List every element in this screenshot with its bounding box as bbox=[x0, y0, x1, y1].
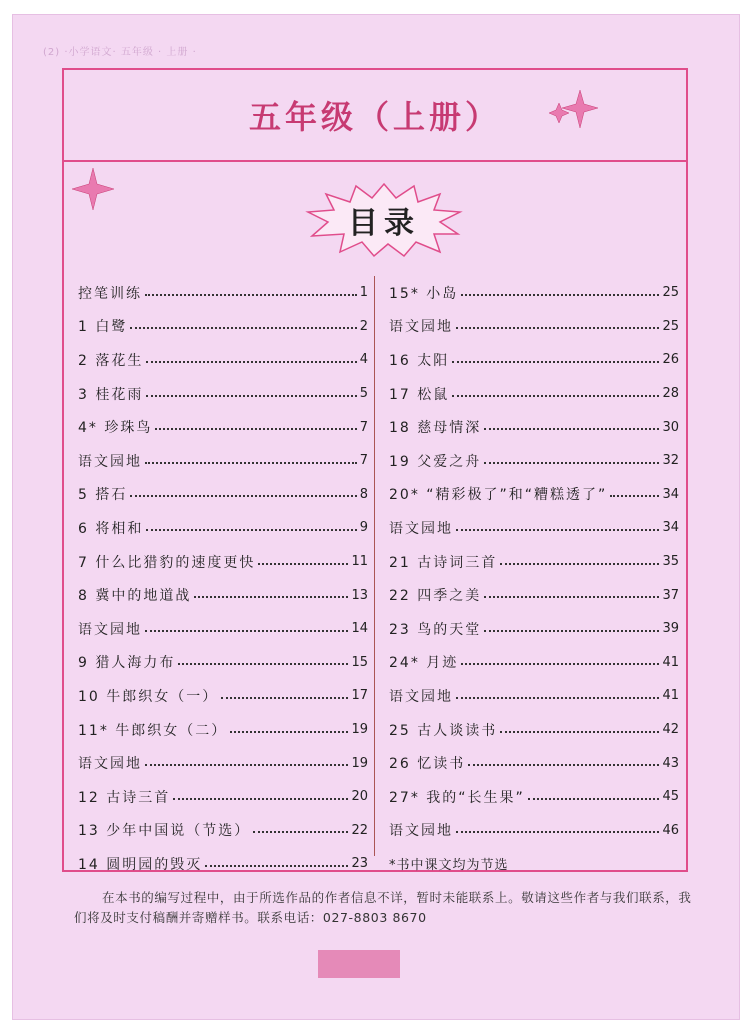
toc-entry-title: 1 白鹭 bbox=[78, 319, 128, 336]
toc-entry bbox=[78, 511, 368, 545]
toc-entry bbox=[78, 646, 368, 680]
dot-leader bbox=[484, 462, 659, 464]
toc-entry-page: 20 bbox=[351, 789, 368, 805]
toc-entry bbox=[389, 276, 679, 310]
dot-leader bbox=[221, 697, 348, 699]
page-title: 五年级（上册） bbox=[248, 98, 501, 136]
dot-leader bbox=[484, 596, 659, 598]
toc-entry-page: 14 bbox=[351, 621, 368, 637]
toc-entry-page: 28 bbox=[662, 386, 679, 402]
toc-entry bbox=[78, 746, 368, 780]
toc-entry-page: 25 bbox=[662, 285, 679, 301]
toc-entry-page: 17 bbox=[351, 688, 368, 704]
toc-entry-page: 7 bbox=[359, 419, 368, 435]
toc-entry bbox=[78, 612, 368, 646]
toc-entry-title: 21 古诗词三首 bbox=[389, 554, 498, 571]
toc-entry bbox=[78, 478, 368, 512]
toc-entry bbox=[78, 377, 368, 411]
dot-leader bbox=[468, 764, 659, 766]
dot-leader bbox=[528, 798, 660, 800]
toc-entry-title: 17 松鼠 bbox=[389, 386, 450, 403]
toc-entry bbox=[389, 646, 679, 680]
dot-leader bbox=[456, 529, 659, 531]
toc-entry-title: 24* 月迹 bbox=[389, 655, 459, 672]
toc-entry-title: 6 将相和 bbox=[78, 520, 144, 537]
toc-entry-page: 42 bbox=[662, 722, 679, 738]
toc-heading: 目录 bbox=[348, 206, 420, 241]
toc-entry bbox=[78, 578, 368, 612]
toc-entry-title: 26 忆读书 bbox=[389, 756, 466, 773]
toc-entry-title: 语文园地 bbox=[78, 621, 142, 638]
title-band bbox=[64, 70, 686, 162]
toc-entry-title: 14 圆明园的毁灭 bbox=[78, 856, 203, 873]
toc-entry-title: 12 古诗三首 bbox=[78, 789, 171, 806]
toc-entry-page: 1 bbox=[359, 285, 368, 301]
toc-entry-page: 15 bbox=[351, 654, 368, 670]
toc-entry bbox=[389, 578, 679, 612]
toc-entry bbox=[78, 713, 368, 747]
toc-entry bbox=[389, 814, 679, 848]
toc-entry-title: 22 四季之美 bbox=[389, 588, 482, 605]
dot-leader bbox=[230, 731, 348, 733]
toc-entry-title: 18 慈母情深 bbox=[389, 420, 482, 437]
toc-entry bbox=[389, 713, 679, 747]
toc-entry bbox=[78, 814, 368, 848]
toc-entry-title: 语文园地 bbox=[389, 520, 453, 537]
dot-leader bbox=[484, 630, 659, 632]
toc-entry bbox=[389, 410, 679, 444]
toc-entry-page: 9 bbox=[359, 520, 368, 536]
dot-leader bbox=[146, 395, 356, 397]
toc-entry-title: 9 猎人海力布 bbox=[78, 655, 176, 672]
toc-entry-page: 22 bbox=[351, 822, 368, 838]
toc-entry bbox=[78, 276, 368, 310]
toc-footnote: *书中课文均为节选 bbox=[389, 858, 509, 874]
toc-entry-page: 37 bbox=[662, 587, 679, 603]
toc-entry-page: 43 bbox=[662, 755, 679, 771]
toc-entry bbox=[389, 377, 679, 411]
toc-entry bbox=[389, 478, 679, 512]
dot-leader bbox=[610, 495, 659, 497]
dot-leader bbox=[500, 731, 659, 733]
toc-entry bbox=[389, 310, 679, 344]
toc-entry bbox=[389, 746, 679, 780]
toc-entry bbox=[78, 410, 368, 444]
dot-leader bbox=[461, 663, 659, 665]
dot-leader bbox=[145, 294, 357, 296]
toc-entry-page: 41 bbox=[662, 654, 679, 670]
toc-entry-page: 30 bbox=[662, 419, 679, 435]
dot-leader bbox=[456, 831, 659, 833]
toc-entry-title: 23 鸟的天堂 bbox=[389, 621, 482, 638]
faint-running-header: (2) ·小学语文· 五年级 · 上册 · bbox=[43, 47, 197, 57]
toc-left-column bbox=[78, 276, 368, 881]
toc-entry-title: 语文园地 bbox=[389, 688, 453, 705]
dot-leader bbox=[461, 294, 659, 296]
dot-leader bbox=[452, 395, 659, 397]
toc-entry-title: 控笔训练 bbox=[78, 285, 142, 302]
dot-leader bbox=[145, 462, 357, 464]
toc-right-column bbox=[389, 276, 679, 881]
dot-leader bbox=[155, 428, 356, 430]
notice-text: 在本书的编写过程中，由于所选作品的作者信息不详，暂时未能联系上。敬请这些作者与我们联系，我们将及时支付稿酬并寄赠样书。联系电话：027-8803 8670 bbox=[74, 890, 692, 925]
toc-entry-page: 25 bbox=[662, 318, 679, 334]
page-tab bbox=[318, 950, 400, 978]
toc-entry-title: 11* 牛郎织女（二） bbox=[78, 722, 228, 739]
dot-leader bbox=[456, 697, 659, 699]
toc-entry-title: 2 落花生 bbox=[78, 352, 144, 369]
sparkle-icon bbox=[542, 88, 600, 132]
dot-leader bbox=[130, 495, 356, 497]
toc-entry-page: 7 bbox=[359, 453, 368, 469]
toc-entry-page: 2 bbox=[359, 318, 368, 334]
toc-entry bbox=[389, 679, 679, 713]
toc-entry bbox=[389, 780, 679, 814]
toc-entry-title: 7 什么比猎豹的速度更快 bbox=[78, 554, 256, 571]
toc-entry bbox=[78, 343, 368, 377]
toc-entry-title: 3 桂花雨 bbox=[78, 386, 144, 403]
dot-leader bbox=[145, 764, 348, 766]
toc-entry-title: 16 太阳 bbox=[389, 352, 450, 369]
toc-entry-title: 27* 我的“长生果” bbox=[389, 789, 525, 806]
toc-entry-page: 26 bbox=[662, 352, 679, 368]
toc-entry-page: 13 bbox=[351, 587, 368, 603]
toc-entry-title: 8 冀中的地道战 bbox=[78, 588, 192, 605]
toc-entry-page: 23 bbox=[351, 856, 368, 872]
toc-entry bbox=[78, 780, 368, 814]
dot-leader bbox=[456, 327, 659, 329]
dot-leader bbox=[253, 831, 348, 833]
toc-entry bbox=[389, 511, 679, 545]
dot-leader bbox=[500, 563, 659, 565]
dot-leader bbox=[178, 663, 348, 665]
dot-leader bbox=[173, 798, 348, 800]
toc-entry-title: 语文园地 bbox=[78, 756, 142, 773]
toc-entry bbox=[389, 545, 679, 579]
toc-entry-title: 语文园地 bbox=[389, 823, 453, 840]
toc-entry-page: 4 bbox=[359, 352, 368, 368]
dot-leader bbox=[146, 361, 356, 363]
toc-entry-title: 19 父爱之舟 bbox=[389, 453, 482, 470]
toc-entry-page: 5 bbox=[359, 386, 368, 402]
dot-leader bbox=[258, 563, 348, 565]
notice-paragraph bbox=[74, 888, 694, 928]
toc-entry-page: 41 bbox=[662, 688, 679, 704]
toc-entry-page: 8 bbox=[359, 486, 368, 502]
toc-entry-page: 45 bbox=[662, 789, 679, 805]
toc-entry-title: 语文园地 bbox=[389, 319, 453, 336]
toc-entry bbox=[78, 679, 368, 713]
toc-entry-page: 46 bbox=[662, 822, 679, 838]
toc-frame bbox=[62, 68, 688, 872]
toc-entry-title: 4* 珍珠鸟 bbox=[78, 420, 153, 437]
toc-entry bbox=[78, 545, 368, 579]
toc-entry bbox=[78, 847, 368, 881]
toc-entry-page: 34 bbox=[662, 520, 679, 536]
toc-entry-page: 19 bbox=[351, 722, 368, 738]
toc-entry-title: 5 搭石 bbox=[78, 487, 128, 504]
toc-entry-title: 25 古人谈读书 bbox=[389, 722, 498, 739]
dot-leader bbox=[205, 865, 348, 867]
dot-leader bbox=[146, 529, 356, 531]
toc-entry bbox=[78, 444, 368, 478]
toc-entry bbox=[389, 343, 679, 377]
dot-leader bbox=[145, 630, 348, 632]
toc-entry bbox=[78, 310, 368, 344]
toc-entry-title: 13 少年中国说（节选） bbox=[78, 823, 251, 840]
dot-leader bbox=[194, 596, 348, 598]
dot-leader bbox=[484, 428, 659, 430]
column-divider bbox=[374, 276, 375, 856]
toc-entry-title: 20* “精彩极了”和“糟糕透了” bbox=[389, 487, 608, 504]
dot-leader bbox=[130, 327, 356, 329]
toc-entry-page: 34 bbox=[662, 486, 679, 502]
toc-entry-title: 10 牛郎织女（一） bbox=[78, 688, 219, 705]
toc-entry bbox=[389, 444, 679, 478]
toc-entry-page: 32 bbox=[662, 453, 679, 469]
toc-entry-page: 39 bbox=[662, 621, 679, 637]
toc-entry-title: 15* 小岛 bbox=[389, 285, 459, 302]
toc-entry-title: 语文园地 bbox=[78, 453, 142, 470]
toc-entry-page: 19 bbox=[351, 755, 368, 771]
toc-entry-page: 11 bbox=[351, 554, 368, 570]
sparkle-icon bbox=[70, 166, 116, 212]
toc-entry bbox=[389, 612, 679, 646]
dot-leader bbox=[452, 361, 659, 363]
toc-entry-page: 35 bbox=[662, 554, 679, 570]
